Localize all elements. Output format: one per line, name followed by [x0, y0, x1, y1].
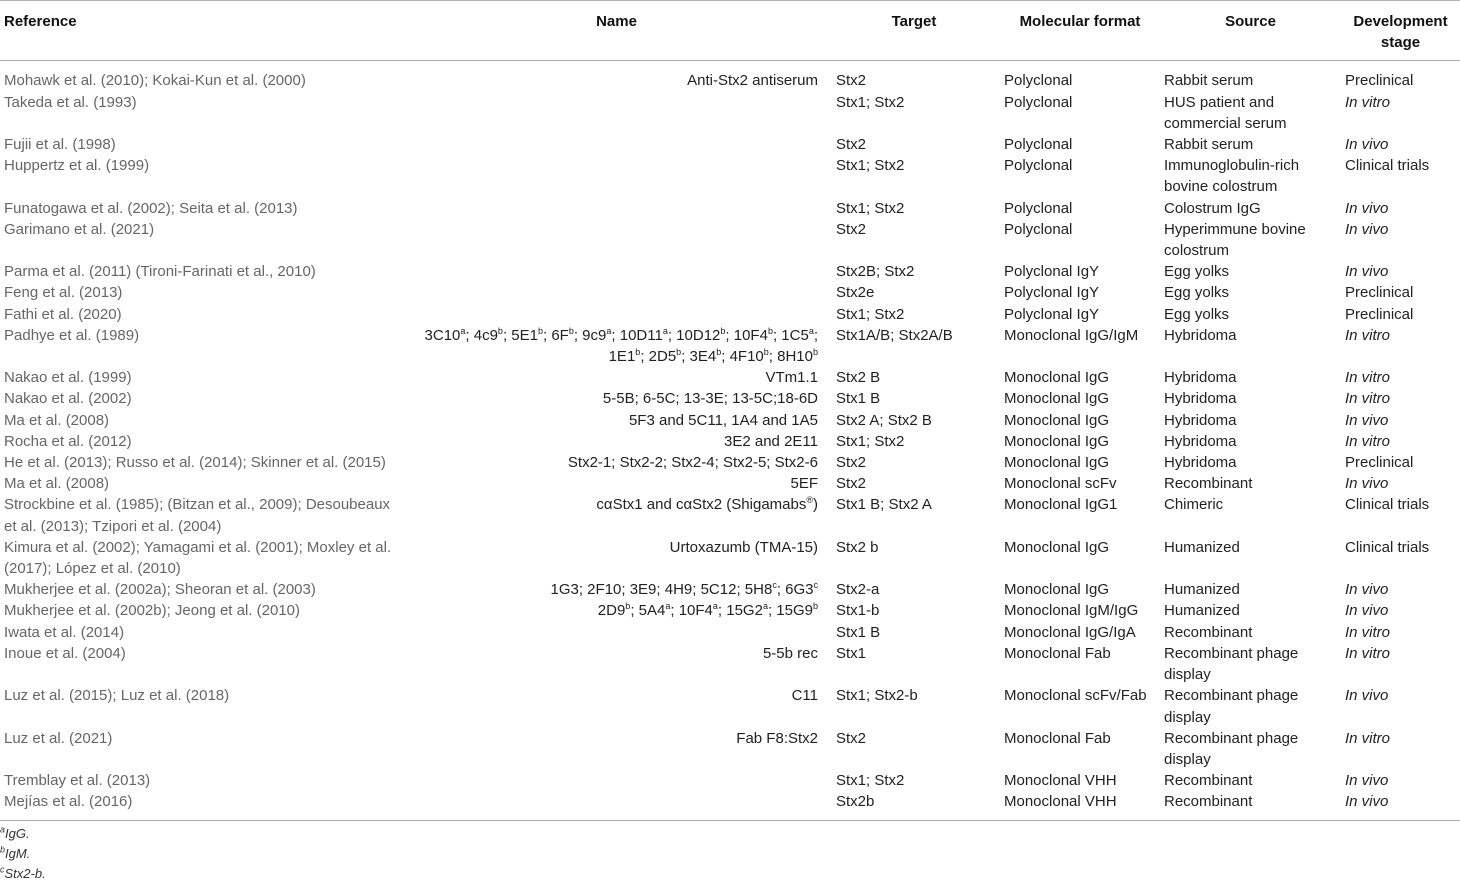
cell-development-stage: In vivo	[1345, 772, 1389, 790]
cell-development-stage: In vivo	[1345, 475, 1389, 493]
footnote-mark: b	[676, 347, 682, 358]
cell-target: Stx1	[836, 644, 867, 662]
cell-target: Stx1 B	[836, 623, 881, 641]
cell-name: Anti-Stx2 antiserum	[687, 72, 818, 90]
footnote-mark: a	[662, 325, 668, 336]
footnote-mark: a	[0, 824, 6, 835]
cell-source: Hybridoma	[1164, 432, 1237, 450]
footnote-mark: a	[665, 601, 671, 612]
cell-target: Stx2e	[836, 284, 875, 302]
footnote-mark: b	[625, 601, 631, 612]
name-segment: ; 10F4	[725, 326, 768, 344]
cell-source: Recombinant phage display	[1164, 644, 1299, 684]
cell-name	[405, 134, 828, 155]
cell-target: Stx1 B; Stx2 A	[836, 496, 932, 514]
cell-molecular-format: Monoclonal IgG/IgM	[1004, 326, 1139, 344]
cell-molecular-format: Monoclonal IgM/IgG	[1004, 602, 1139, 620]
name-segment: ; 4c9	[465, 326, 498, 344]
name-segment: )	[813, 496, 818, 514]
name-segment: ; 6F	[542, 326, 569, 344]
cell-reference: He et al. (2013); Russo et al. (2014); Skinner et al. (2015)	[4, 454, 386, 472]
table-header	[0, 1, 1460, 61]
footnote-mark: a	[460, 325, 466, 336]
footnote-mark: b	[0, 844, 6, 855]
cell-name: 5EF	[790, 475, 818, 493]
cell-development-stage: Clinical trials	[1345, 538, 1430, 556]
cell-molecular-format: Monoclonal scFv/Fab	[1004, 687, 1147, 705]
table-row	[0, 537, 1460, 579]
table-row	[0, 304, 1460, 325]
table-row	[0, 155, 1460, 197]
cell-name: 5-5b rec	[762, 644, 818, 662]
footnote-mark: a	[808, 325, 814, 336]
cell-molecular-format: Monoclonal IgG	[1004, 369, 1110, 387]
table-row	[0, 410, 1460, 431]
table-row	[0, 431, 1460, 452]
table-row	[0, 261, 1460, 282]
footnote-mark: b	[812, 601, 818, 612]
cell-name	[405, 579, 828, 600]
cell-target: Stx1; Stx2-b	[836, 687, 918, 705]
cell-source: Rabbit serum	[1164, 136, 1254, 154]
cell-source: Hybridoma	[1164, 390, 1237, 408]
cell-reference: Garimano et al. (2021)	[4, 220, 155, 238]
name-segment: ; 1E1	[608, 326, 818, 366]
cell-molecular-format: Monoclonal IgG	[1004, 538, 1110, 556]
cell-molecular-format: Polyclonal	[1004, 136, 1073, 154]
cell-source: Egg yolks	[1164, 284, 1230, 302]
cell-source: Hyperimmune bovine colostrum	[1164, 220, 1306, 260]
table-row	[0, 622, 1460, 643]
cell-development-stage: In vivo	[1345, 411, 1389, 429]
cell-name: VTm1.1	[765, 369, 818, 387]
footnote-mark: b	[720, 325, 726, 336]
cell-target: Stx1; Stx2	[836, 772, 905, 790]
table-row	[0, 770, 1460, 791]
cell-source: Chimeric	[1164, 496, 1224, 514]
cell-molecular-format: Monoclonal IgG	[1004, 432, 1110, 450]
cell-target: Stx2	[836, 454, 867, 472]
cell-target: Stx2	[836, 729, 867, 747]
cell-reference: Funatogawa et al. (2002); Seita et al. (2013)	[4, 199, 298, 217]
cell-reference: Ma et al. (2008)	[4, 411, 110, 429]
name-segment: 3C10	[424, 326, 461, 344]
footnote	[0, 844, 46, 864]
cell-development-stage: Clinical trials	[1345, 496, 1430, 514]
name-segment: ; 5A4	[630, 602, 666, 620]
cell-development-stage: In vivo	[1345, 220, 1389, 238]
cell-target: Stx2B; Stx2	[836, 263, 915, 281]
footnote-text: IgM.	[5, 845, 31, 861]
cell-development-stage: In vitro	[1345, 623, 1391, 641]
cell-name: Urtoxazumb (TMA-15)	[669, 538, 818, 556]
cell-development-stage: In vivo	[1345, 263, 1389, 281]
cell-reference: Mohawk et al. (2010); Kokai-Kun et al. (2000)	[4, 72, 306, 90]
cell-molecular-format: Monoclonal Fab	[1004, 644, 1111, 662]
footnote-mark: b	[497, 325, 503, 336]
footnote-mark: a	[712, 601, 718, 612]
cell-target: Stx2 b	[836, 538, 879, 556]
cell-source: Egg yolks	[1164, 305, 1230, 323]
cell-reference: Nakao et al. (1999)	[4, 369, 132, 387]
footnote-mark: a	[762, 601, 768, 612]
cell-source: Recombinant	[1164, 623, 1253, 641]
cell-development-stage: In vivo	[1345, 136, 1389, 154]
cell-molecular-format: Monoclonal IgG	[1004, 411, 1110, 429]
header-target: Target	[828, 1, 1000, 61]
cell-name	[405, 198, 828, 219]
cell-target: Stx1A/B; Stx2A/B	[836, 326, 953, 344]
cell-molecular-format: Monoclonal VHH	[1004, 772, 1117, 790]
name-segment: ; 4F10	[721, 348, 764, 366]
name-segment: ; 10F4	[670, 602, 713, 620]
cell-molecular-format: Monoclonal IgG1	[1004, 496, 1118, 514]
cell-molecular-format: Polyclonal	[1004, 93, 1073, 111]
footnote-mark: b	[716, 347, 722, 358]
cell-name	[405, 622, 828, 643]
footnote-mark: b	[568, 325, 574, 336]
name-segment: ; 1C5	[772, 326, 809, 344]
cell-molecular-format: Polyclonal IgY	[1004, 263, 1100, 281]
footnote-mark: b	[537, 325, 543, 336]
header-reference: Reference	[0, 1, 405, 61]
header-row	[0, 1, 1460, 61]
name-segment: ; 3E4	[681, 348, 717, 366]
cell-reference: Fathi et al. (2020)	[4, 305, 122, 323]
footnote-mark: b	[812, 347, 818, 358]
cell-development-stage: In vivo	[1345, 581, 1389, 599]
table-row	[0, 325, 1460, 367]
cell-source: Recombinant phage display	[1164, 729, 1299, 768]
cell-source: Hybridoma	[1164, 326, 1237, 344]
cell-source: Colostrum IgG	[1164, 199, 1261, 217]
name-segment: ; 5E1	[502, 326, 538, 344]
cell-source: Humanized	[1164, 602, 1240, 620]
cell-target: Stx2 A; Stx2 B	[836, 411, 932, 429]
cell-name	[405, 325, 828, 367]
name-segment: ; 6G3	[776, 581, 814, 599]
header-development-stage: Development stage	[1341, 1, 1460, 61]
header-molecular-format: Molecular format	[1000, 1, 1160, 61]
cell-name	[405, 304, 828, 325]
cell-development-stage: In vitro	[1345, 644, 1391, 662]
footnote-mark: c	[772, 580, 777, 591]
cell-source: Recombinant	[1164, 475, 1253, 493]
table-row	[0, 198, 1460, 219]
cell-development-stage: In vitro	[1345, 93, 1391, 111]
cell-development-stage: Clinical trials	[1345, 157, 1430, 175]
cell-development-stage: In vivo	[1345, 602, 1389, 620]
cell-molecular-format: Monoclonal IgG	[1004, 581, 1110, 599]
name-segment: ; 10D12	[667, 326, 721, 344]
cell-name	[405, 155, 828, 197]
cell-target: Stx1 B	[836, 390, 881, 408]
table-row	[0, 600, 1460, 621]
cell-reference: Luz et al. (2015); Luz et al. (2018)	[4, 687, 230, 705]
cell-source: Humanized	[1164, 581, 1240, 599]
cell-molecular-format: Polyclonal	[1004, 157, 1073, 175]
cell-molecular-format: Polyclonal IgY	[1004, 305, 1100, 323]
cell-reference: Takeda et al. (1993)	[4, 93, 137, 111]
cell-target: Stx1; Stx2	[836, 93, 905, 111]
cell-source: Recombinant	[1164, 772, 1253, 790]
cell-source: Recombinant phage display	[1164, 687, 1299, 726]
name-segment: 1G3; 2F10; 3E9; 4H9; 5C12; 5H8	[550, 581, 773, 599]
cell-development-stage: In vitro	[1345, 729, 1391, 747]
name-segment: ; 10D11	[611, 326, 663, 344]
cell-source: Hybridoma	[1164, 369, 1237, 387]
cell-reference: Kimura et al. (2002); Yamagami et al. (2001); Moxley et al. (2017); López et al. (2010)	[4, 538, 392, 578]
cell-name: Stx2-1; Stx2-2; Stx2-4; Stx2-5; Stx2-6	[567, 454, 818, 472]
name-segment: ; 15G9	[767, 602, 813, 620]
footnote-mark: b	[635, 347, 641, 358]
cell-source: HUS patient and commercial serum	[1164, 93, 1287, 132]
cell-source: Immunoglobulin-rich bovine colostrum	[1164, 157, 1300, 196]
cell-reference: Mukherjee et al. (2002b); Jeong et al. (2010)	[4, 602, 301, 620]
cell-reference: Padhye et al. (1989)	[4, 326, 140, 344]
cell-source: Humanized	[1164, 538, 1240, 556]
cell-name	[405, 92, 828, 134]
cell-development-stage: In vivo	[1345, 199, 1389, 217]
cell-molecular-format: Monoclonal IgG/IgA	[1004, 623, 1136, 641]
cell-development-stage: Preclinical	[1345, 72, 1414, 90]
cell-development-stage: In vitro	[1345, 369, 1391, 387]
footnote	[0, 824, 46, 844]
cell-target: Stx1; Stx2	[836, 305, 905, 323]
cell-development-stage: In vivo	[1345, 793, 1389, 811]
cell-name: Fab F8:Stx2	[736, 729, 818, 747]
table-row	[0, 134, 1460, 155]
table-row	[0, 791, 1460, 820]
table-row	[0, 92, 1460, 134]
cell-molecular-format: Polyclonal	[1004, 199, 1073, 217]
cell-reference: Nakao et al. (2002)	[4, 390, 132, 408]
table-row	[0, 728, 1460, 770]
cell-target: Stx2	[836, 475, 867, 493]
cell-name: 5F3 and 5C11, 1A4 and 1A5	[628, 411, 818, 429]
table-row	[0, 367, 1460, 388]
table-row	[0, 219, 1460, 261]
name-segment: ; 8H10	[768, 348, 813, 366]
table-row	[0, 643, 1460, 685]
table-row	[0, 579, 1460, 600]
header-name: Name	[405, 1, 828, 61]
table-row	[0, 473, 1460, 494]
cell-molecular-format: Monoclonal IgG	[1004, 454, 1110, 472]
cell-target: Stx1-b	[836, 602, 880, 620]
table-row	[0, 61, 1460, 92]
cell-name	[405, 219, 828, 261]
cell-reference: Tremblay et al. (2013)	[4, 772, 151, 790]
cell-reference: Mukherjee et al. (2002a); Sheoran et al. (2003)	[4, 581, 316, 599]
header-source: Source	[1160, 1, 1341, 61]
cell-development-stage: Preclinical	[1345, 454, 1414, 472]
footnote-mark: c	[0, 864, 5, 875]
footnotes	[0, 824, 46, 884]
cell-development-stage: In vivo	[1345, 687, 1389, 705]
cell-target: Stx2 B	[836, 369, 881, 387]
name-segment: ; 15G2	[717, 602, 763, 620]
cell-molecular-format: Monoclonal Fab	[1004, 729, 1111, 747]
cell-source: Rabbit serum	[1164, 72, 1254, 90]
cell-source: Egg yolks	[1164, 263, 1230, 281]
footnote-text: IgG.	[5, 825, 30, 841]
footnote-mark: a	[606, 325, 612, 336]
cell-development-stage: In vitro	[1345, 390, 1391, 408]
table-row	[0, 685, 1460, 727]
cell-reference: Inoue et al. (2004)	[4, 644, 126, 662]
cell-target: Stx2	[836, 220, 867, 238]
cell-reference: Luz et al. (2021)	[4, 729, 113, 747]
cell-target: Stx1; Stx2	[836, 157, 905, 175]
cell-reference: Iwata et al. (2014)	[4, 623, 125, 641]
footnote-mark: b	[767, 325, 773, 336]
cell-development-stage: Preclinical	[1345, 305, 1414, 323]
cell-development-stage: In vitro	[1345, 432, 1391, 450]
cell-source: Recombinant	[1164, 793, 1253, 811]
cell-reference: Ma et al. (2008)	[4, 475, 110, 493]
cell-molecular-format: Polyclonal	[1004, 220, 1073, 238]
cell-target: Stx2	[836, 136, 867, 154]
cell-reference: Rocha et al. (2012)	[4, 432, 132, 450]
footnote-mark: b	[763, 347, 769, 358]
cell-name	[405, 282, 828, 303]
cell-molecular-format: Monoclonal VHH	[1004, 793, 1117, 811]
cell-name	[405, 791, 828, 820]
table-row	[0, 388, 1460, 409]
cell-development-stage: In vitro	[1345, 326, 1391, 344]
cell-name: C11	[791, 687, 818, 705]
cell-molecular-format: Polyclonal	[1004, 72, 1073, 90]
cell-reference: Mejías et al. (2016)	[4, 793, 133, 811]
cell-name: 3E2 and 2E11	[724, 432, 818, 450]
cell-molecular-format: Monoclonal IgG	[1004, 390, 1110, 408]
cell-source: Hybridoma	[1164, 411, 1237, 429]
cell-target: Stx2-a	[836, 581, 880, 599]
cell-source: Hybridoma	[1164, 454, 1237, 472]
name-segment: cαStx1 and cαStx2 (Shigamabs	[596, 496, 807, 514]
cell-reference: Fujii et al. (1998)	[4, 136, 116, 154]
cell-reference: Strockbine et al. (1985); (Bitzan et al., 2009); Desoubeaux et al. (2013); Tzipori et al. (2004)	[4, 496, 391, 535]
cell-target: Stx2	[836, 72, 867, 90]
cell-name	[405, 770, 828, 791]
cell-target: Stx2b	[836, 793, 875, 811]
table-row	[0, 494, 1460, 536]
cell-name	[405, 261, 828, 282]
table-body	[0, 61, 1460, 820]
table-row	[0, 282, 1460, 303]
footnote-text: Stx2-b.	[4, 865, 46, 881]
footnote-mark: ®	[806, 495, 813, 506]
cell-molecular-format: Monoclonal scFv	[1004, 475, 1117, 493]
name-segment: 2D9	[597, 602, 626, 620]
cell-reference: Huppertz et al. (1999)	[4, 157, 150, 175]
footnote-mark: c	[813, 580, 818, 591]
cell-target: Stx1; Stx2	[836, 432, 905, 450]
cell-reference: Parma et al. (2011) (Tironi-Farinati et al., 2010)	[4, 263, 316, 281]
cell-development-stage: Preclinical	[1345, 284, 1414, 302]
footnote	[0, 864, 46, 884]
cell-name: 5-5B; 6-5C; 13-3E; 13-5C;18-6D	[602, 390, 818, 408]
cell-name	[405, 600, 828, 621]
cell-molecular-format: Polyclonal IgY	[1004, 284, 1100, 302]
cell-reference: Feng et al. (2013)	[4, 284, 123, 302]
name-segment: ; 2D5	[640, 348, 677, 366]
table-row	[0, 452, 1460, 473]
name-segment: ; 9c9	[573, 326, 607, 344]
cell-target: Stx1; Stx2	[836, 199, 905, 217]
cell-name	[405, 494, 828, 536]
